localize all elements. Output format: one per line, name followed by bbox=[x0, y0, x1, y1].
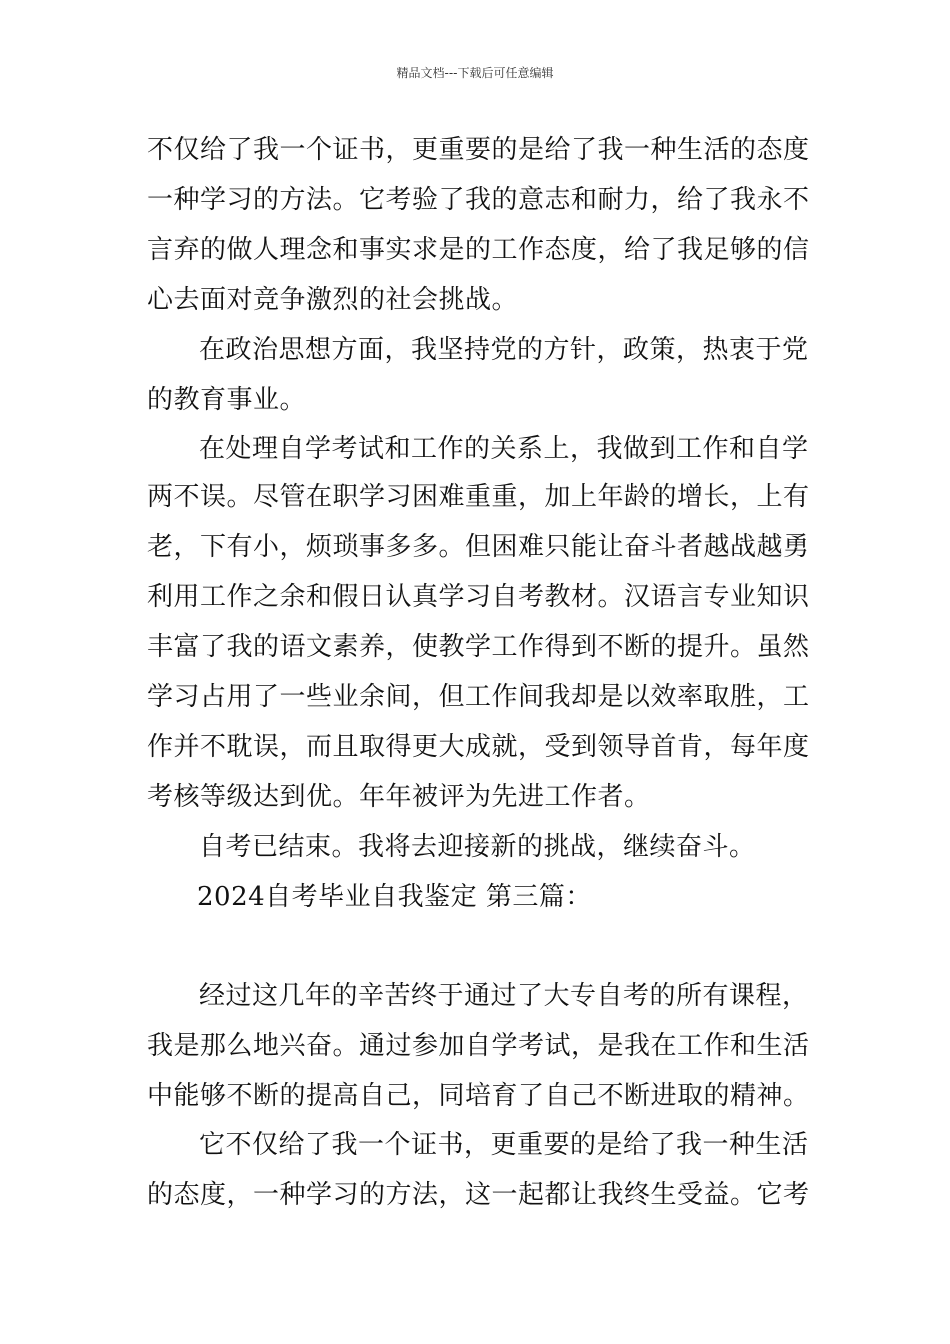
text-line: 不仅给了我一个证书，更重要的是给了我一种生活的态度 bbox=[147, 135, 810, 165]
paragraph-start-line: 它不仅给了我一个证书，更重要的是给了我一种生活 bbox=[199, 1130, 809, 1160]
text-line: 作并不耽误，而且取得更大成就，受到领导首肯，每年度 bbox=[147, 732, 810, 762]
section-heading: 2024自考毕业自我鉴定 第三篇： bbox=[197, 882, 592, 912]
text-line: 的态度，一种学习的方法，这一起都让我终生受益。它考 bbox=[147, 1180, 810, 1210]
text-line: 言弃的做人理念和事实求是的工作态度，给了我足够的信 bbox=[147, 235, 810, 265]
text-line: 两不误。尽管在职学习困难重重，加上年龄的增长，上有 bbox=[147, 482, 810, 512]
paragraph-start-line: 经过这几年的辛苦终于通过了大专自考的所有课程， bbox=[199, 981, 809, 1011]
text-line: 一种学习的方法。它考验了我的意志和耐力，给了我永不 bbox=[147, 185, 810, 215]
text-line: 老，下有小，烦琐事多多。但困难只能让奋斗者越战越勇 bbox=[147, 532, 810, 562]
text-line: 丰富了我的语文素养，使教学工作得到不断的提升。虽然 bbox=[147, 632, 810, 662]
paragraph-start-line: 在处理自学考试和工作的关系上，我做到工作和自学 bbox=[199, 434, 809, 464]
text-line: 学习占用了一些业余间，但工作间我却是以效率取胜，工 bbox=[147, 682, 810, 712]
text-line: 的教育事业。 bbox=[147, 385, 307, 415]
text-line: 利用工作之余和假日认真学习自考教材。汉语言专业知识 bbox=[147, 582, 810, 612]
text-line: 中能够不断的提高自己，同培育了自己不断进取的精神。 bbox=[147, 1081, 810, 1111]
paragraph-start-line: 在政治思想方面，我坚持党的方针，政策，热衷于党 bbox=[199, 335, 809, 365]
text-line: 心去面对竞争激烈的社会挑战。 bbox=[147, 285, 519, 315]
text-line: 我是那么地兴奋。通过参加自学考试，是我在工作和生活 bbox=[147, 1031, 810, 1061]
page-header: 精品文档---下载后可任意编辑 bbox=[396, 66, 554, 80]
paragraph-start-line: 自考已结束。我将去迎接新的挑战，继续奋斗。 bbox=[199, 832, 756, 862]
text-line: 考核等级达到优。年年被评为先进工作者。 bbox=[147, 782, 651, 812]
